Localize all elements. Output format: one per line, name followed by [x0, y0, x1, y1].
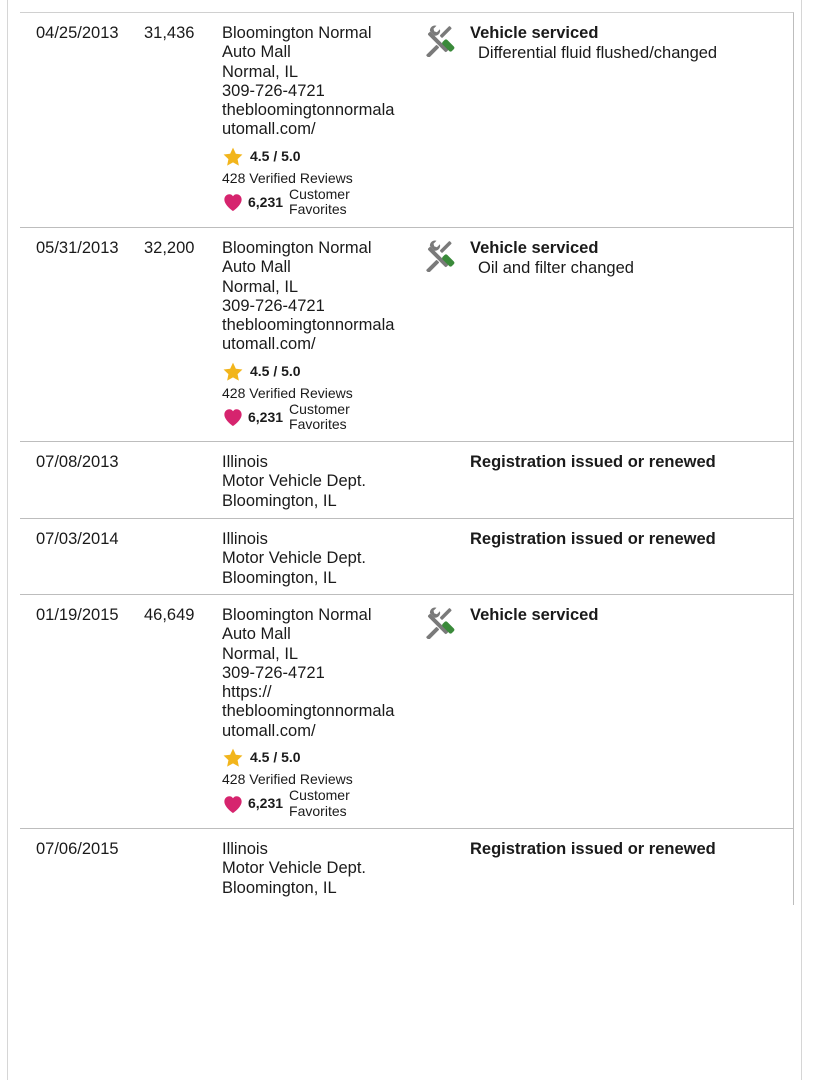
- dealer-rating: [222, 361, 422, 383]
- record-details: [470, 239, 634, 278]
- record-mileage: 31,436: [144, 24, 195, 42]
- favorites-label: [289, 187, 350, 218]
- wrench-screwdriver-icon: [425, 23, 459, 57]
- detail-item: Differential fluid flushed/changed: [478, 43, 718, 62]
- record-mileage: 46,649: [144, 606, 195, 624]
- service-source: [222, 239, 422, 433]
- star-icon: [222, 146, 244, 168]
- source-line: Illinois: [222, 453, 268, 471]
- star-icon: [222, 361, 244, 383]
- source-line: Bloomington Normal: [222, 606, 372, 624]
- service-source: [222, 606, 422, 819]
- record-date: 05/31/2013: [36, 239, 119, 257]
- record-date: 04/25/2013: [36, 24, 119, 42]
- history-row: [20, 442, 793, 519]
- history-row: [20, 13, 793, 228]
- favorites-label-line: Favorites: [289, 201, 347, 218]
- detail-title: Vehicle serviced: [470, 24, 599, 42]
- detail-title: Vehicle serviced: [470, 606, 599, 624]
- favorites-count: 6,231: [248, 408, 284, 425]
- rating-score: 4.5 / 5.0: [250, 148, 301, 165]
- favorites-label-line: Customer: [289, 787, 350, 804]
- favorites-count: 6,231: [248, 193, 284, 210]
- favorites-count: 6,231: [248, 794, 284, 811]
- source-website[interactable]: https://: [222, 683, 272, 702]
- favorites-label-line: Favorites: [289, 416, 347, 433]
- record-date: 07/08/2013: [36, 453, 119, 471]
- detail-title: Vehicle serviced: [470, 239, 599, 257]
- heart-icon: [222, 192, 244, 212]
- record-details: [470, 530, 716, 550]
- source-line: Normal, IL: [222, 62, 299, 81]
- history-row: [20, 829, 793, 905]
- review-count[interactable]: 428 Verified Reviews: [222, 169, 353, 186]
- record-date: 01/19/2015: [36, 606, 119, 624]
- favorites-label-line: Favorites: [289, 802, 347, 819]
- source-line: Bloomington, IL: [222, 568, 337, 587]
- vehicle-history-table: [20, 12, 794, 905]
- history-row: [20, 228, 793, 442]
- source-website[interactable]: thebloomingtonnormala: [222, 101, 395, 120]
- detail-title: Registration issued or renewed: [470, 453, 716, 471]
- service-source: [222, 530, 422, 588]
- source-website[interactable]: utomall.com/: [222, 721, 316, 740]
- page-border-left: [7, 0, 8, 1080]
- source-line: Illinois: [222, 840, 268, 858]
- favorites-label: [289, 402, 350, 433]
- favorites-label-line: Customer: [289, 185, 350, 202]
- source-line: Motor Vehicle Dept.: [222, 549, 366, 568]
- source-line: Auto Mall: [222, 43, 291, 62]
- record-details: [470, 606, 598, 626]
- source-line: Motor Vehicle Dept.: [222, 859, 366, 878]
- customer-favorites: [222, 788, 422, 819]
- source-line: Bloomington, IL: [222, 491, 337, 510]
- source-line: Bloomington, IL: [222, 878, 337, 897]
- source-phone: 309-726-4721: [222, 663, 325, 682]
- history-row: [20, 519, 793, 595]
- record-date: 07/03/2014: [36, 530, 119, 548]
- service-source: [222, 453, 422, 511]
- history-row: [20, 595, 793, 829]
- record-mileage: 32,200: [144, 239, 195, 257]
- source-line: Bloomington Normal: [222, 24, 372, 42]
- service-source: [222, 840, 422, 898]
- detail-title: Registration issued or renewed: [470, 530, 716, 548]
- detail-title: Registration issued or renewed: [470, 840, 716, 858]
- customer-favorites: [222, 402, 422, 433]
- source-website[interactable]: utomall.com/: [222, 120, 316, 139]
- source-phone: 309-726-4721: [222, 81, 325, 100]
- star-icon: [222, 747, 244, 769]
- wrench-screwdriver-icon: [425, 238, 459, 272]
- record-details: [470, 453, 716, 473]
- source-phone: 309-726-4721: [222, 296, 325, 315]
- favorites-label: [289, 788, 350, 819]
- source-website[interactable]: thebloomingtonnormala: [222, 702, 395, 721]
- source-website[interactable]: thebloomingtonnormala: [222, 316, 395, 335]
- review-count[interactable]: 428 Verified Reviews: [222, 384, 353, 401]
- rating-score: 4.5 / 5.0: [250, 749, 301, 766]
- source-line: Auto Mall: [222, 258, 291, 277]
- rating-score: 4.5 / 5.0: [250, 363, 301, 380]
- customer-favorites: [222, 187, 422, 218]
- record-date: 07/06/2015: [36, 840, 119, 858]
- heart-icon: [222, 407, 244, 427]
- source-line: Motor Vehicle Dept.: [222, 472, 366, 491]
- review-count[interactable]: 428 Verified Reviews: [222, 771, 353, 788]
- favorites-label-line: Customer: [289, 400, 350, 417]
- dealer-rating: [222, 146, 422, 168]
- source-website[interactable]: utomall.com/: [222, 335, 316, 354]
- source-line: Normal, IL: [222, 277, 299, 296]
- dealer-rating: [222, 747, 422, 769]
- wrench-screwdriver-icon: [425, 605, 459, 639]
- record-details: [470, 840, 716, 860]
- source-line: Bloomington Normal: [222, 239, 372, 257]
- heart-icon: [222, 794, 244, 814]
- detail-item: Oil and filter changed: [478, 258, 634, 277]
- service-source: [222, 24, 422, 218]
- source-line: Illinois: [222, 530, 268, 548]
- source-line: Normal, IL: [222, 644, 299, 663]
- page-border-right: [801, 0, 802, 1080]
- record-details: [470, 24, 717, 63]
- source-line: Auto Mall: [222, 625, 291, 644]
